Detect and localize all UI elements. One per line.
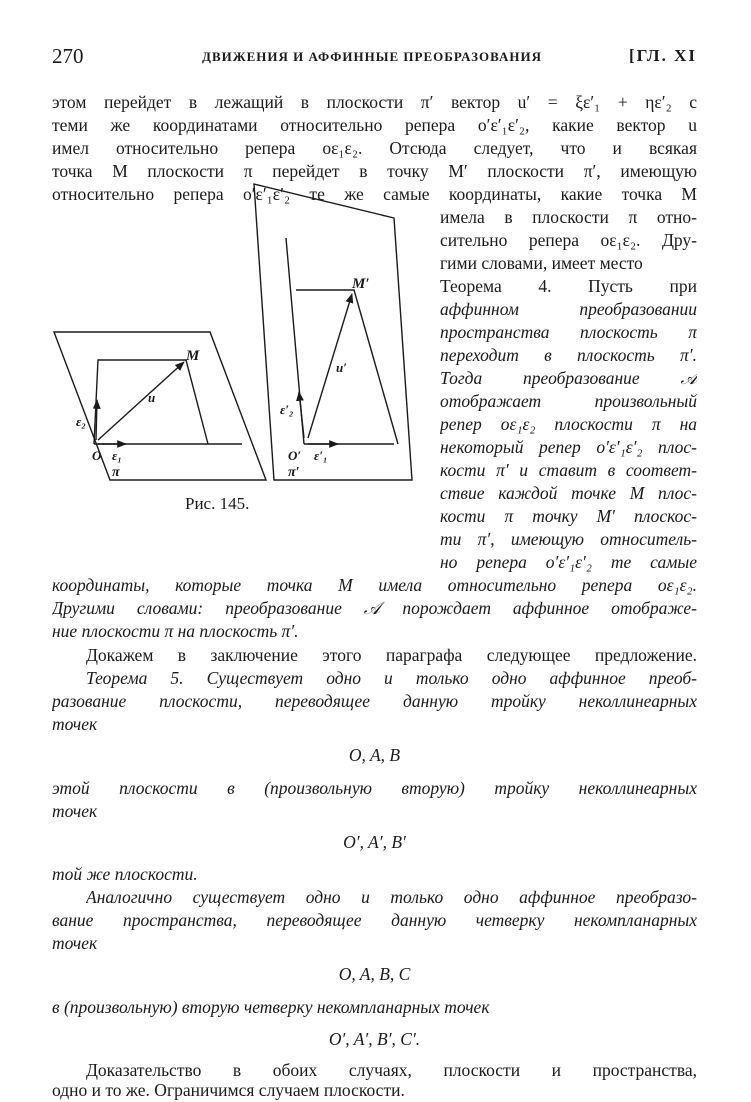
text-line: имел относительно репера oε₁ε₂. Отсюда следует, что и всякая — [52, 138, 697, 158]
label-e1-prime: ε′₁ — [314, 448, 328, 463]
running-title: ДВИЖЕНИЯ И АФФИННЫЕ ПРЕОБРАЗОВАНИЯ — [202, 49, 542, 64]
label-O: O — [92, 448, 102, 463]
text-line: Аналогично существует одно и только одно аффинное преобразо- — [86, 887, 697, 907]
text-line: этом перейдет в лежащий в плоскости π′ вектор u′ = ξε′₁ + ηε′₂ с — [52, 92, 697, 112]
text-line: Докажем в заключение этого параграфа следующее предложение. — [86, 645, 697, 665]
label-M-prime: M′ — [352, 276, 370, 292]
formula-line: O′, A′, B′, C′. — [328, 1029, 421, 1049]
text-line: переходит в плоскость π′. — [440, 345, 697, 365]
vector-e2-prime — [299, 392, 304, 438]
text-line: кости π′ и ставит в соответ- — [440, 460, 697, 480]
text-line: имела в плоскости π отно- — [440, 207, 697, 227]
theorem-5-line: Теорема 5. Существует одно и только одно аффинное преоб- — [86, 668, 697, 688]
text-line: гими словами, имеет место — [440, 253, 643, 273]
plane-pi — [54, 332, 266, 480]
text-line: некоторый репер o′ε′₁ε′₂ плос- — [440, 437, 697, 457]
running-header — [52, 44, 697, 70]
text-line: репер oε₁ε₂ плоскости π на — [440, 414, 697, 434]
formula-line: O, A, B — [348, 745, 401, 765]
label-pi: π — [112, 465, 120, 480]
text-line: Доказательство в обоих случаях, плоскости и пространства, — [86, 1060, 697, 1080]
page-number: 270 — [52, 44, 84, 68]
text-line: Другими словами: преобразование 𝒜 порождает аффинное отображе- — [52, 598, 697, 618]
text-line: одно и то же. Ограничимся случаем плоскости. — [52, 1080, 405, 1100]
text-line: кости π точку M′ плоскос- — [440, 506, 697, 526]
label-pi-prime: π′ — [288, 465, 300, 480]
label-M: M — [186, 348, 200, 364]
text-line: этой плоскости в (произвольную вторую) тройку неколлинеарных — [52, 778, 697, 798]
text-line: точек — [52, 933, 98, 953]
formula-line: O, A, B, C — [338, 964, 411, 984]
label-e2-prime: ε′₂ — [280, 402, 294, 417]
text-line: вание пространства, переводящее данную четверку некомпланарных — [52, 910, 697, 930]
plane-pi-prime — [254, 184, 412, 480]
text-line: точка M плоскости π перейдет в точку M′ плоскости π′, имеющую — [52, 161, 697, 181]
text-line: теми же координатами относительно репера o′ε′₁ε′₂, какие вектор u — [52, 115, 697, 135]
text-line: ние плоскости π на плоскость π′. — [52, 621, 299, 641]
text-line: в (произвольную) вторую четверку некомпланарных точек — [52, 997, 490, 1017]
text-line: точек — [52, 801, 98, 821]
text-line: сительно репера oε₁ε₂. Дру- — [440, 230, 697, 250]
text-line: пространства плоскость π — [440, 322, 697, 342]
vector-e2 — [96, 400, 97, 440]
text-line: разование плоскости, переводящее данную тройку неколлинеарных — [52, 691, 697, 711]
label-e2: ε₂ — [76, 414, 86, 429]
text-line: аффинном преобразовании — [440, 299, 697, 319]
label-u: u — [148, 390, 156, 405]
text-line: ствие каждой точке M плос- — [440, 483, 697, 503]
text-line: отображает произвольный — [440, 391, 697, 411]
label-e1: ε₁ — [112, 448, 122, 463]
label-u-prime: u′ — [336, 360, 347, 375]
text-line: координаты, которые точка M имела относительно репера oε₁ε₂. — [52, 575, 697, 595]
formula-line: O′, A′, B′ — [343, 832, 406, 852]
chapter-marker: [ГЛ. XI — [629, 46, 697, 65]
text-line: относительно репера o′ε′₁ε′₂ те же самые координаты, какие точка M — [52, 184, 697, 204]
text-line: Тогда преобразование 𝒜 — [440, 368, 697, 388]
text-line: той же плоскости. — [52, 864, 198, 884]
text-line: но репера o′ε′₁ε′₂ те самые — [440, 552, 697, 572]
vector-u — [98, 362, 184, 440]
text-line: точек — [52, 714, 98, 734]
theorem-4-heading: Теорема 4. Пусть при — [440, 276, 697, 296]
figure-145 — [52, 182, 432, 502]
text-line: ти π′, имеющую относитель- — [440, 529, 697, 549]
figure-caption: Рис. 145. — [185, 494, 250, 513]
label-O-prime: O′ — [288, 448, 302, 463]
